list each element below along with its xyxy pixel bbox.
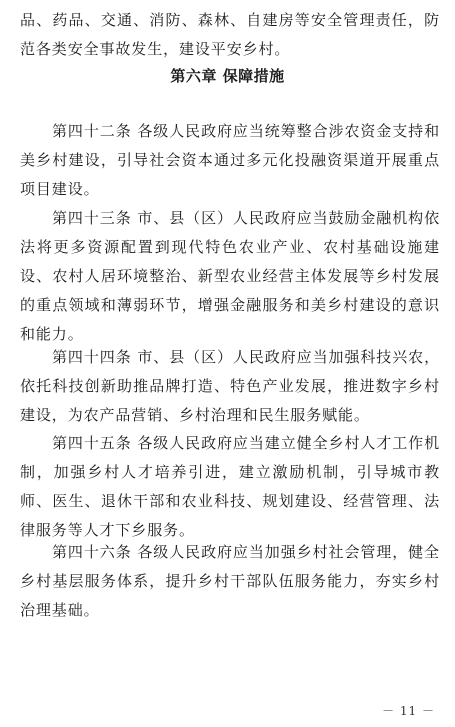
intro-continuation-paragraph: 品、药品、交通、消防、森林、自建房等安全管理责任，防范各类安全事故发生，建设平安乡村。	[20, 11, 440, 58]
page-number: － 11 －	[382, 704, 435, 718]
article-46-paragraph: 第四十六条 各级人民政府应当加强乡村社会管理，健全乡村基层服务体系，提升乡村干部队伍服务能力，夯实乡村治理基础。	[20, 543, 440, 619]
article-45-paragraph: 第四十五条 各级人民政府应当建立健全乡村人才工作机制，加强乡村人才培养引进，建立激励机制，引导城市教师、医生、退休干部和农业科技、规划建设、经营管理、法律服务等人才下乡服务。	[20, 434, 440, 539]
article-44-paragraph: 第四十四条 市、县（区）人民政府应当加强科技兴农，依托科技创新助推品牌打造、特色产业发展，推进数字乡村建设，为农产品营销、乡村治理和民生服务赋能。	[20, 348, 440, 424]
article-43-paragraph: 第四十三条 市、县（区）人民政府应当鼓励金融机构依法将更多资源配置到现代特色农业产业、农村基础设施建设、农村人居环境整治、新型农业经营主体发展等乡村发展的重点领域和薄弱环节，增强金融服务和美乡村建设的意识和能力。	[20, 209, 440, 343]
article-42-paragraph: 第四十二条 各级人民政府应当统筹整合涉农资金支持和美乡村建设，引导社会资本通过多元化投融资渠道开展重点项目建设。	[20, 122, 440, 198]
chapter-title: 第六章 保障措施	[170, 67, 285, 85]
